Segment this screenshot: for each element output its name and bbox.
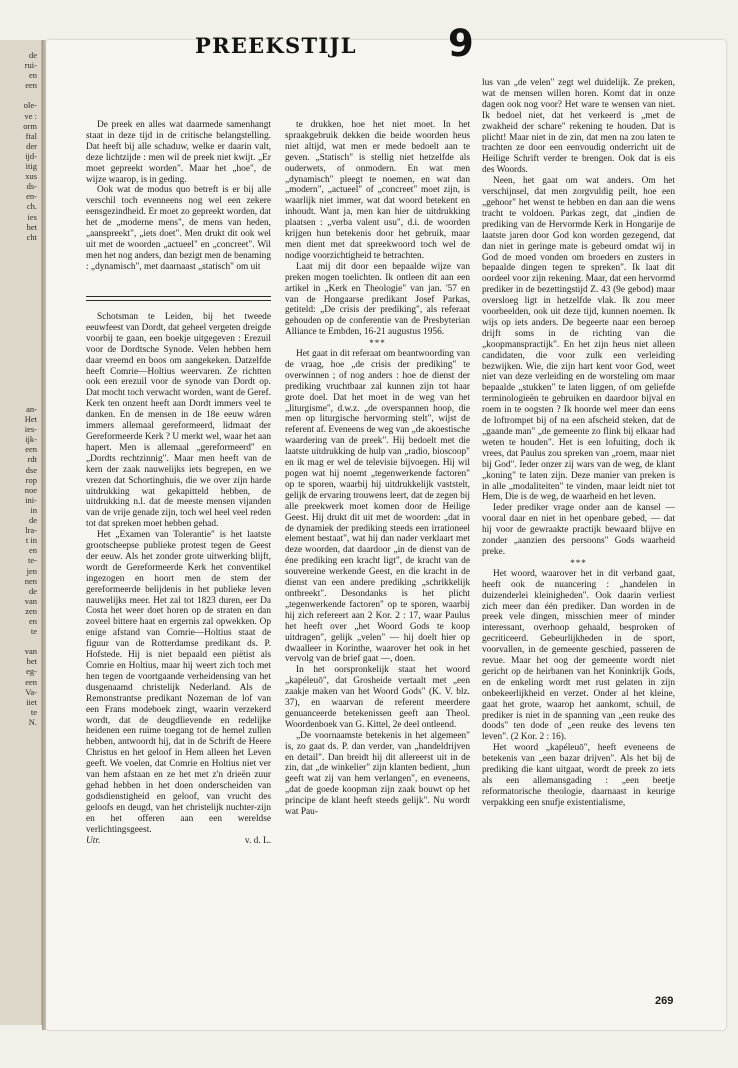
left-page-line: en: [28, 70, 37, 81]
left-page-line: nen: [24, 575, 37, 586]
left-page-line: ies: [27, 211, 37, 222]
left-page-line: orm: [23, 120, 37, 131]
left-page-line: ole-: [23, 100, 37, 111]
section-stars: ***: [570, 557, 587, 568]
page-number: 269: [655, 995, 674, 1007]
left-page-line: Het: [24, 414, 37, 425]
left-page-line: het: [26, 221, 37, 232]
left-page-line: het: [26, 656, 37, 667]
left-page-line: een: [25, 444, 37, 455]
signature-place: Utr.: [86, 835, 101, 846]
left-page-line: lra-: [25, 525, 37, 536]
left-page-line: der: [26, 140, 37, 151]
paragraph: Het woord „kapéleuō", heeft eveneens de betekenis van „een bazar drijven". Als het bij de prediking die kant uitgaat, wordt de preek zo iets als een allemansgading : „een beetje reformatorische theologie, daarnaast in keurige verpakking een snufje existentialisme,: [482, 743, 675, 808]
left-page-text-a: [0, 50, 37, 252]
left-page-line: cht: [26, 231, 37, 242]
left-page-line: xus: [25, 171, 37, 182]
left-page-line: ies-: [24, 424, 37, 435]
column-1-top: [86, 120, 271, 273]
section-stars: ***: [369, 338, 386, 349]
left-page-line: de: [28, 585, 37, 596]
left-page-line: itig: [25, 161, 37, 172]
left-page-line: rop: [25, 474, 37, 485]
signature-row: [86, 836, 271, 847]
left-page-line: noe: [24, 484, 37, 495]
paragraph: Het woord, waarover het in dit verband gaat, heeft ook de nuancering : „handelen in duizenderlei kleinigheden". Ook daarin verliest zich meer dan één prediker. Dan worden in de preek vele dingen, misschien meer of minder interessant, overhoop gehaald, besproken of gecriticeerd. Gebeurlijkheden in de sport, voorvallen, in de gemeente geschied, passeren de revue. Maar het oog der gemeente wordt niet gericht op de heirbanen van het Koninkrijk Gods, en de enkeling wordt met rust gelaten in zijn onbekeerlijkheid en verzet. Onder al het kleine, gaat het grote, waarop het aankomt, schuil, de prediker is niet in de spanning van „een reuke des doods" ten dode of „een reuke des levens ten leven". (2 Kor. 2 : 16).: [482, 568, 675, 743]
left-page-line: [0, 636, 37, 646]
left-page-line: in: [30, 504, 37, 515]
left-page-fragment: [0, 40, 42, 1025]
left-page-line: een: [25, 676, 37, 687]
column-1-bottom: [86, 312, 271, 846]
left-page-line: van: [24, 595, 37, 606]
paragraph: Het gaat in dit referaat om beantwoording van de vraag, hoe „de crisis der prediking" te overwinnen ; of nog anders : hoe de dienst der prediking vruchtbaar zal kunnen zijn tot haar grote doel. Dat het moet in de weg van het „liturgisme", d.w.z. „de overspannen hoop, die men op liturgische hervorming stelt", wijst de referent af. Eveneens de weg van „de akoestische waardering van de preek". Hij bedoelt met die laatste uitdrukking de hulp van „radio, bioscoop" en ik mag er wel de televisie bijvoegen. Hij wil pogen wat hij noemt „tegenwerkende factoren" op te sporen, waarbij hij uitdrukkelijk vaststelt, gelijk de ervaring trouwens leert, dat de zegen bij alle preekwerk moet komen door de Heilige Geest. Hij drukt dit uit met de woorden: „dat in de dynamiek der prediking steeds een irrationeel element bestaat", wat hij dan nader verklaart met deze woorden, dat daardoor „in de dienst van de éne prediking een kracht ligt", de kracht van de souvereine werkende Geest, en die kracht in de dienst van een andere prediking „schrikkelijk ontbreekt". Desondanks is het plicht „tegenwerkende factoren" op te sporen, waarbij hij zich refereert aan 2 Kor. 2 : 17, waar Paulus het heeft over „het Woord Gods te koop uitdragen", gelijk „velen" — hij doelt hier op dwaalleer in Korinthe, waarover het ook in het vervolg van de brief gaat —, doen.: [285, 349, 470, 665]
left-page-line: een: [25, 80, 37, 91]
left-page-line: rui-: [24, 60, 37, 71]
left-page-line: te-: [28, 555, 37, 566]
left-page-line: jen: [26, 565, 37, 576]
left-page-line: rdt: [27, 454, 37, 465]
left-page-line: de: [28, 515, 37, 526]
paragraph: De preek en alles wat daarmede samenhangt staat in deze tijd in de critische belangstelling. Dat heeft bij alle schaduw, welke er daarin valt, deze lichtzijde : men wil de preek niet kwijt. „Er moet gepreekt worden". Maar het „hoe", de wijze waarop, is in geding.: [86, 120, 271, 185]
left-page-line: zen: [25, 605, 37, 616]
left-page-line: en-: [26, 191, 37, 202]
left-page-line: ijd-: [25, 150, 37, 161]
paragraph: In het oorspronkelijk staat het woord „kapéleuō", dat Grosheide vertaalt met „een zaakje maken van het Woord Gods" (K. V. blz. 37), en waarvan de referent meerdere genuanceerde betekenissen geeft aan Theol. Woordenboek van G. Kittel, 2e deel ontleend.: [285, 665, 470, 730]
left-page-line: Va-: [25, 686, 37, 697]
left-page-line: en: [28, 545, 37, 556]
paragraph: Ook wat de modus quo betreft is er bij alle verschil toch evenneens nog wel een zekere eensgezindheid. Er moet zo gepreekt worden, dat het de „moderne mens", de mens van heden, „aanspreekt", „iets doet". Men drukt dit ook wel uit met de woorden „actueel" en „concreet". Wil men het nog anders, dan bezigt men de benaming : „dynamisch", met daarnaast „statisch" om uit: [86, 185, 271, 272]
paragraph: lus van „de velen" zegt wel duidelijk. Ze preken, wat de mensen willen horen. Komt dat in onze dagen ook nog voor? Het ware te wensen van niet. Ik bedoel niet, dat het verkeerd is „met de zwakheid der schare" rekening te houden. Dat is plicht! Maar niet in de zin, dat men na zou laten te trachten ze door een eenvoudig onderricht uit de Heilige Schrift verder te brengen. Ook dat is eis des Woords.: [482, 78, 675, 176]
paragraph: „De voornaamste betekenis in het algemeen" is, zo gaat ds. P. dan verder, van „handeldrijven en detail". Dan breidt hij dit allereerst uit in de zin, dat „de winkelier" zijn klanten bedient, „hun geeft wat zij van hem verlangen", en eveneens, „dat de goede koopman zijn zaak bouwt op het principe de klant heeft steeds gelijk". Nu wordt wat Pau-: [285, 730, 470, 818]
issue-number: 9: [448, 22, 474, 65]
left-page-line: te: [30, 626, 37, 637]
left-page-line: eg-: [26, 666, 37, 677]
section-divider: [86, 300, 271, 301]
left-page-line: iiet: [26, 696, 37, 707]
paragraph: Het „Examen van Tolerantie" is het laatste grootscheepse publieke protest tegen de Geest der eeuw. Als het zonder grote uitwerking blijft, wordt de Gereformeerde Kerk het conventikel ingezogen en hoort men de stem der gereformeerde belijdenis in het publieke leven nauwelijks meer. Het zal tot 1823 duren, eer Da Costa het weer doet horen op de straten en dan zoveel bittere haat en ergernis zal opwekken. Op enige afstand van Comrie—Holtius staat de figuur van de Rotterdamse predikant ds. P. Hofstede. Hij is niet bepaald een piëtist als Comrie en Holtius, maar hij weert zich toch met hen tegen de voortgaande verheidensing van het dusgenaamd christelijk Nederland. Als de Remonstrantse predikant Nozeman de lof van een Frans modeboek zingt, waarin verzekerd wordt, dat de deugdlievende en redelijke heidenen een ruime toegang tot de hemel zullen hebben, antwoordt hij, dat in de Schrift de Heere Christus en het geloof in Hem alleen het Leven geeft. We voelen, dat Comrie en Holtius niet ver van hem afstaan en ze het met z'n drieën zuur gehad hebben in het doen onderscheiden van godsdienstigheid en geloof, van vrucht des geloofs en deugd, van het christelijk nuchter-zijn en het offeren aan een wereldse verlichtingsgeest.: [86, 530, 271, 835]
left-page-line: en: [28, 615, 37, 626]
left-page-line: [0, 90, 37, 100]
left-page-line: t in: [25, 535, 37, 546]
section-divider: [86, 296, 271, 297]
left-page-line: ini-: [25, 494, 37, 505]
left-page-line: [0, 242, 37, 252]
left-page-line: te: [30, 706, 37, 717]
left-page-line: de: [28, 50, 37, 60]
left-page-line: an-: [26, 404, 37, 414]
paragraph: Ieder prediker vrage onder aan de kansel — vooral daar en niet in het openbare gebed, — dat hij voor de gewraakte practijk bewaard blijve en zonder „aanzien des persoons" Gods waarheid preke.: [482, 503, 675, 557]
left-page-line: ds-: [26, 181, 37, 192]
left-page-line: N.: [28, 716, 37, 727]
left-page-text-b: [0, 404, 37, 727]
paragraph: Neen, het gaat om wat anders. Om het verschijnsel, dat men zorgvuldig peilt, hoe een „gehoor" het wenst te hebben en dan aan die wens tracht te voldoen. Parkas zegt, dat „indien de prediking van de Hervormde Kerk in Hongarije de laatste jaren door God kon worden gezegend, dat dan niet in geringe mate is gebeurd omdat wij in God de moed vonden om broeders en zusters in bepaalde dingen tegen te spreken". Ik laat dit oordeel voor zijn rekening. Maar, dat een hervormd prediker in de bezettingstijd Z. 43 (9e gebod) maar oversloeg ligt in hetzelfde vlak. Ik zou meer voorbeelden, ook uit deze tijd, kunnen noemen. Ik wijs op iets anders. De begeerte naar een beroep drijft soms in de richting van die „koopmanspractijk". En het zijn heus niet alleen candidaten, die voor zulk een verleiding bezwijken. Wie, die zijn hart kent voor God, weet niet van deze verleiding en de worsteling om maar bepaalde „stukken" te laten liggen, of om geliefde terminologieën te gebruiken en daardoor bijval en roem in te oogsten ? Ik hoorde wel meer dan eens de loftrompet bij of na een afscheid steken, dat de „gaande man" „de gemeente zo flink bij elkaar had weten te houden". Het is een lofuiting, doch ik vrees, dat Paulus zou spreken van „roem, maar niet bij God". Ieder onzer zij wars van de weg, de klant „koning" te laten zijn. Deze manier van preken is in alle „modaliteiten" te vinden, maar leidt niet tot Hem, Die is de weg, de waarheid en het leven.: [482, 176, 675, 503]
paragraph: te drukken, hoe het niet moet. In het spraakgebruik dekken die beide woorden heus niet altijd, wat men er mede bedoelt aan te geven. „Statisch" is stellig niet hetzelfde als ouderwets, of onmodern. En wat men „dynamisch" pleegt te noemen, en wat dan „modern", „actueel" of „concreet" moet zijn, is waarlijk niet immer, wat dat woord betekent en inhoudt. Want ja, men kan hier de uitdrukking plaatsen : „verba valent usu", d.i. de woorden krijgen hun betekenis door het gebruik, maar men dient met dat spreekwoord toch wel de nodige voorzichtigheid te betrachten.: [285, 120, 470, 261]
left-page-line: dse: [25, 464, 37, 475]
signature-author: v. d. L.: [244, 835, 271, 846]
column-3: [482, 78, 675, 809]
left-page-line: ch.: [26, 201, 37, 212]
column-2: [285, 120, 470, 818]
paragraph: Laat mij dit door een bepaalde wijze van preken mogen toelichten. Ik ontleen dit aan een artikel in „Kerk en Theologie" van jan. '57 en van de Hongaarse predikant Josef Parkas, getiteld: „De crisis der prediking", als referaat gehouden op de conferentie van de Presbyterian Alliance te Embden, 16-21 augustus 1956.: [285, 261, 470, 338]
paragraph: Schotsman te Leiden, bij het tweede eeuwfeest van Dordt, dat geheel vergeten dreigde voorbij te gaan, een boekje uitgegeven : Erezuil voor de Dordtsche Synode. Velen hebben hem daar vreemd en boos om aangekeken. Datzelfde heeft Comrie—Holtius weervaren. Ze richtten ook een erezuil voor de synode van Dordt op. Dat mocht toch verwacht worden, want de Geref. Kerk ten onzent heeft aan Dordt immers veel te danken. En de mensen in de 18e eeuw wáren immers allemaal gereformeerd, lidmaat der Gereformeerde Kerk ? U merkt wel, waar het aan hapert. Men is allemaal „gereformeerd" en „Dordts rechtzinnig". Maar men heeft van de kern der zaak nauwelijks iets begrepen, en we vrezen dat Schortinghuis, die we over zijn harde uitdrukking wat gekapitteld hebben, de uitdrukking n.l. dat de meeste mensen vijanden van de vrije genade zijn, toch wel heel veel reden tot dat spreken moet hebben gehad.: [86, 312, 271, 530]
left-page-line: ijk-: [25, 434, 37, 445]
left-page-line: ve :: [24, 110, 37, 121]
left-page-line: van: [24, 646, 37, 657]
left-page-line: ftal: [25, 130, 37, 141]
page-title: PREEKSTIJL: [195, 33, 357, 58]
